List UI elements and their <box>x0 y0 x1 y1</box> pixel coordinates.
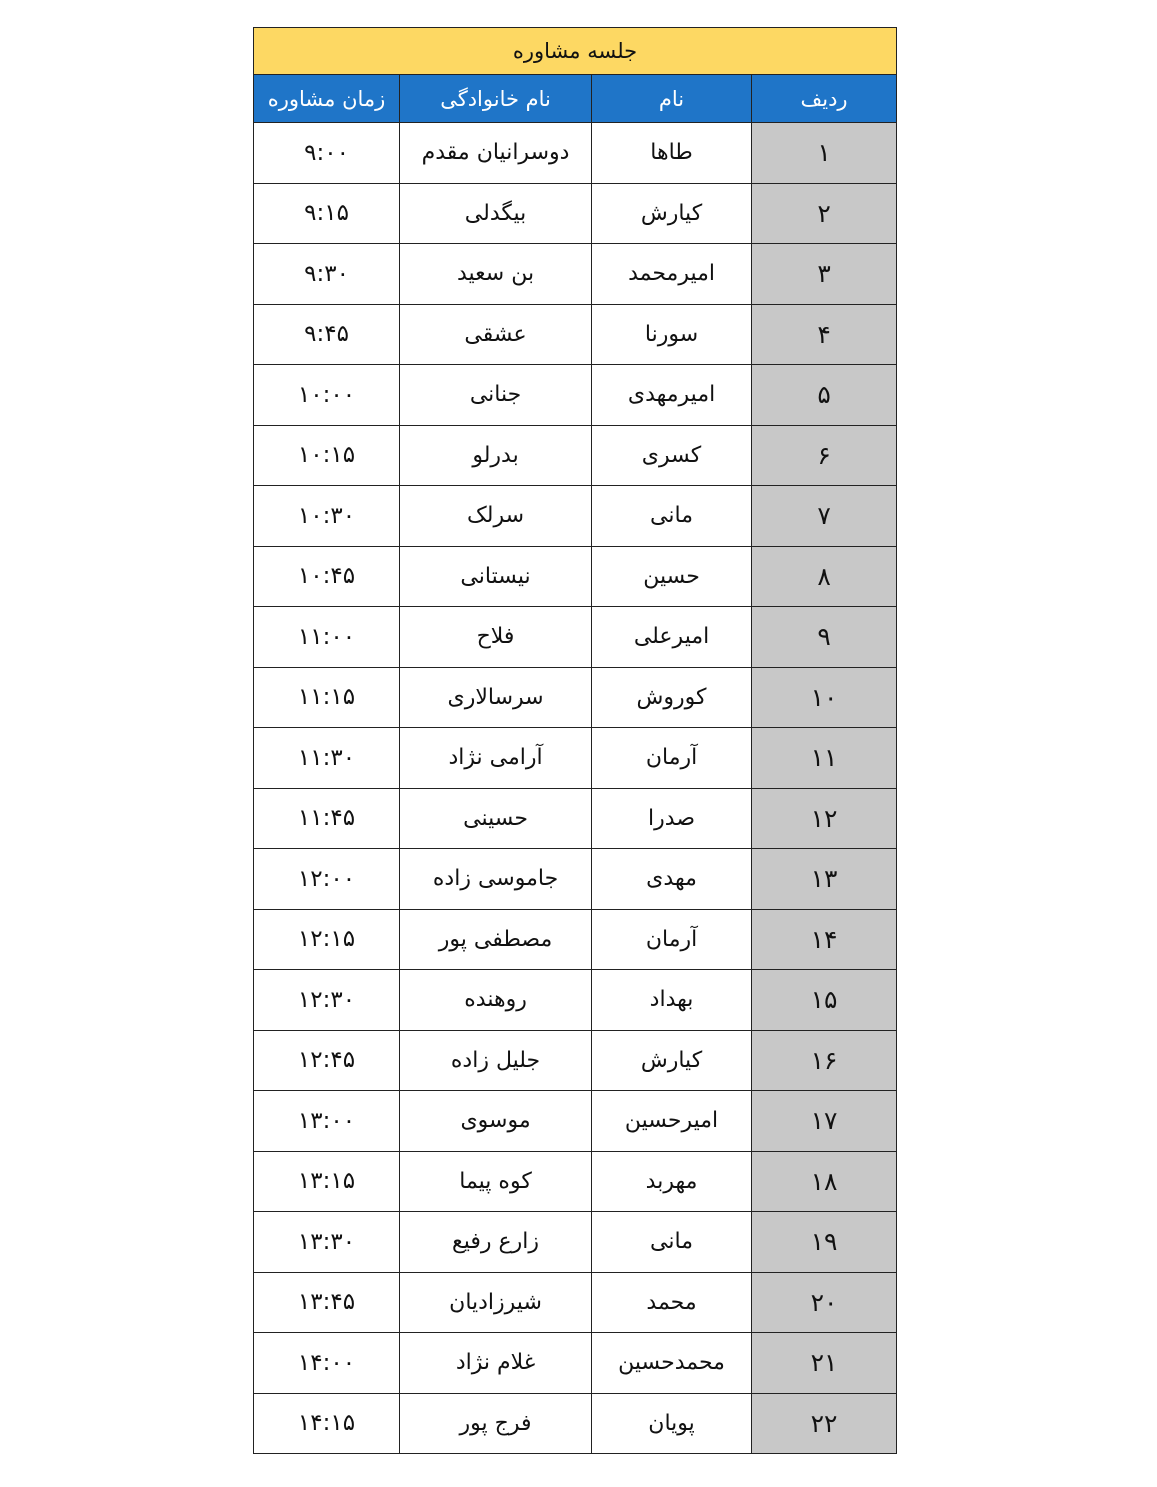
time-cell: ۹:۳۰ <box>254 244 400 305</box>
table-row <box>254 183 897 244</box>
first-name-cell: کسری <box>592 425 752 486</box>
time-cell: ۱۲:۰۰ <box>254 849 400 910</box>
last-name-cell: مصطفی پور <box>400 909 592 970</box>
table-title-row <box>254 28 897 75</box>
last-name-cell: سرسالاری <box>400 667 592 728</box>
row-index-cell: ۸ <box>752 546 897 607</box>
last-name-cell: سرلک <box>400 486 592 547</box>
first-name-cell: مهربد <box>592 1151 752 1212</box>
row-index-cell: ۱۲ <box>752 788 897 849</box>
time-cell: ۱۱:۱۵ <box>254 667 400 728</box>
row-index-cell: ۵ <box>752 365 897 426</box>
time-cell: ۱۲:۴۵ <box>254 1030 400 1091</box>
first-name-cell: محمد <box>592 1272 752 1333</box>
table-row <box>254 1151 897 1212</box>
table-row <box>254 607 897 668</box>
last-name-cell: کوه پیما <box>400 1151 592 1212</box>
time-cell: ۱۳:۰۰ <box>254 1091 400 1152</box>
last-name-cell: حسینی <box>400 788 592 849</box>
table-row <box>254 970 897 1031</box>
table-row <box>254 486 897 547</box>
last-name-cell: بن سعید <box>400 244 592 305</box>
row-index-cell: ۹ <box>752 607 897 668</box>
first-name-cell: آرمان <box>592 909 752 970</box>
row-index-cell: ۱۶ <box>752 1030 897 1091</box>
time-cell: ۱۱:۴۵ <box>254 788 400 849</box>
row-index-cell: ۱۷ <box>752 1091 897 1152</box>
row-index-cell: ۱۱ <box>752 728 897 789</box>
first-name-cell: حسین <box>592 546 752 607</box>
time-cell: ۹:۴۵ <box>254 304 400 365</box>
header-index: ردیف <box>752 75 897 123</box>
last-name-cell: جاموسی زاده <box>400 849 592 910</box>
first-name-cell: مانی <box>592 486 752 547</box>
time-cell: ۱۰:۴۵ <box>254 546 400 607</box>
header-last-name: نام خانوادگی <box>400 75 592 123</box>
last-name-cell: شیرزادیان <box>400 1272 592 1333</box>
last-name-cell: فرج پور <box>400 1393 592 1454</box>
table-row <box>254 788 897 849</box>
header-time: زمان مشاوره <box>254 75 400 123</box>
table-row <box>254 1212 897 1273</box>
row-index-cell: ۲۰ <box>752 1272 897 1333</box>
table-row <box>254 1091 897 1152</box>
first-name-cell: امیرمهدی <box>592 365 752 426</box>
time-cell: ۱۱:۰۰ <box>254 607 400 668</box>
table-row <box>254 728 897 789</box>
first-name-cell: آرمان <box>592 728 752 789</box>
row-index-cell: ۴ <box>752 304 897 365</box>
last-name-cell: روهنده <box>400 970 592 1031</box>
last-name-cell: فلاح <box>400 607 592 668</box>
time-cell: ۱۳:۳۰ <box>254 1212 400 1273</box>
time-cell: ۱۴:۰۰ <box>254 1333 400 1394</box>
row-index-cell: ۷ <box>752 486 897 547</box>
table-body <box>254 123 897 1454</box>
first-name-cell: محمدحسین <box>592 1333 752 1394</box>
first-name-cell: صدرا <box>592 788 752 849</box>
first-name-cell: کیارش <box>592 1030 752 1091</box>
consultation-schedule-table <box>253 27 897 1454</box>
row-index-cell: ۳ <box>752 244 897 305</box>
time-cell: ۱۱:۳۰ <box>254 728 400 789</box>
row-index-cell: ۲۲ <box>752 1393 897 1454</box>
table-row <box>254 123 897 184</box>
time-cell: ۱۲:۳۰ <box>254 970 400 1031</box>
table-row <box>254 425 897 486</box>
last-name-cell: نیستانی <box>400 546 592 607</box>
time-cell: ۱۰:۳۰ <box>254 486 400 547</box>
row-index-cell: ۱۳ <box>752 849 897 910</box>
last-name-cell: زارع رفیع <box>400 1212 592 1273</box>
table-row <box>254 1272 897 1333</box>
first-name-cell: کوروش <box>592 667 752 728</box>
time-cell: ۱۲:۱۵ <box>254 909 400 970</box>
table-row <box>254 546 897 607</box>
table-header-row <box>254 75 897 123</box>
last-name-cell: بیگدلی <box>400 183 592 244</box>
last-name-cell: موسوی <box>400 1091 592 1152</box>
time-cell: ۹:۰۰ <box>254 123 400 184</box>
time-cell: ۱۳:۱۵ <box>254 1151 400 1212</box>
time-cell: ۱۰:۰۰ <box>254 365 400 426</box>
time-cell: ۱۳:۴۵ <box>254 1272 400 1333</box>
table-row <box>254 244 897 305</box>
table-row <box>254 1333 897 1394</box>
last-name-cell: غلام نژاد <box>400 1333 592 1394</box>
table-row <box>254 667 897 728</box>
last-name-cell: عشقی <box>400 304 592 365</box>
last-name-cell: دوسرانیان مقدم <box>400 123 592 184</box>
table-row <box>254 365 897 426</box>
row-index-cell: ۱۹ <box>752 1212 897 1273</box>
last-name-cell: جلیل زاده <box>400 1030 592 1091</box>
row-index-cell: ۲۱ <box>752 1333 897 1394</box>
row-index-cell: ۱۵ <box>752 970 897 1031</box>
first-name-cell: مانی <box>592 1212 752 1273</box>
first-name-cell: امیرحسین <box>592 1091 752 1152</box>
header-first-name: نام <box>592 75 752 123</box>
time-cell: ۱۰:۱۵ <box>254 425 400 486</box>
first-name-cell: بهداد <box>592 970 752 1031</box>
table-title: جلسه مشاوره <box>254 28 897 75</box>
first-name-cell: سورنا <box>592 304 752 365</box>
table-row <box>254 1393 897 1454</box>
first-name-cell: طاها <box>592 123 752 184</box>
time-cell: ۱۴:۱۵ <box>254 1393 400 1454</box>
first-name-cell: امیرمحمد <box>592 244 752 305</box>
first-name-cell: کیارش <box>592 183 752 244</box>
last-name-cell: بدرلو <box>400 425 592 486</box>
row-index-cell: ۶ <box>752 425 897 486</box>
table-row <box>254 1030 897 1091</box>
row-index-cell: ۱۴ <box>752 909 897 970</box>
time-cell: ۹:۱۵ <box>254 183 400 244</box>
table-row <box>254 849 897 910</box>
last-name-cell: آرامی نژاد <box>400 728 592 789</box>
row-index-cell: ۱ <box>752 123 897 184</box>
row-index-cell: ۱۰ <box>752 667 897 728</box>
table-row <box>254 304 897 365</box>
last-name-cell: جنانی <box>400 365 592 426</box>
row-index-cell: ۱۸ <box>752 1151 897 1212</box>
first-name-cell: پویان <box>592 1393 752 1454</box>
first-name-cell: مهدی <box>592 849 752 910</box>
row-index-cell: ۲ <box>752 183 897 244</box>
table-row <box>254 909 897 970</box>
first-name-cell: امیرعلی <box>592 607 752 668</box>
